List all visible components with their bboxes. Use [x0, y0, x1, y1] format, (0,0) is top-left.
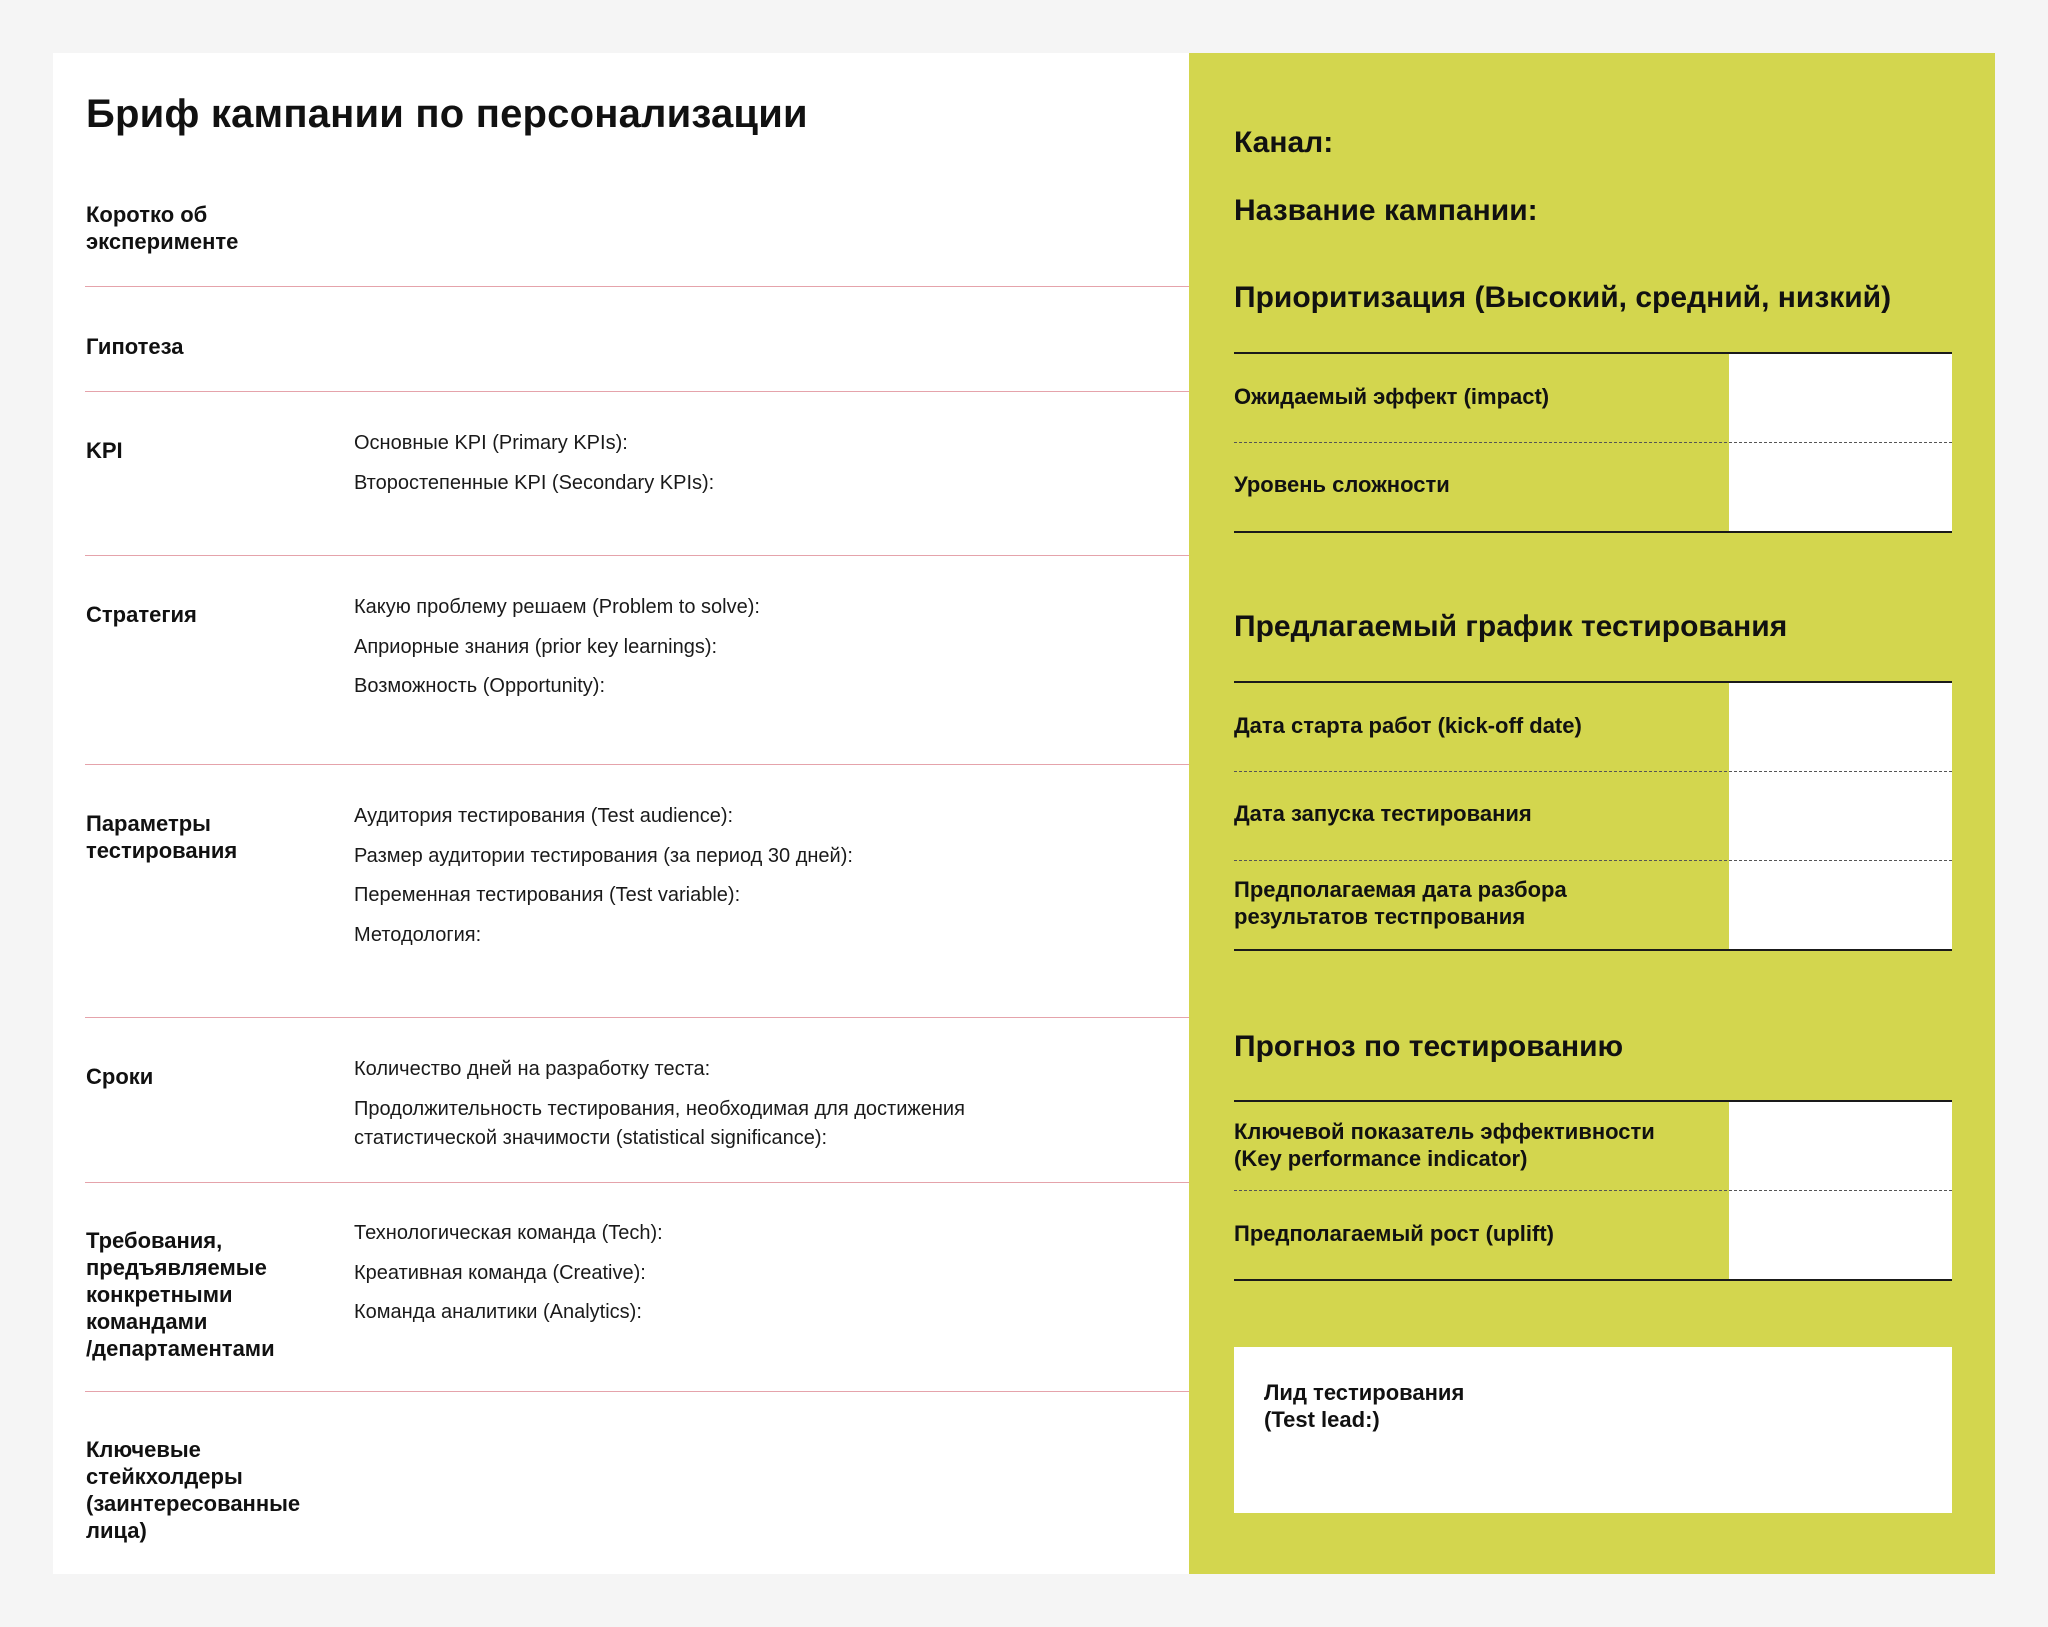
page-title: Бриф кампании по персонализации	[86, 92, 808, 136]
impact-label: Ожидаемый эффект (impact)	[1234, 384, 1550, 409]
field-test-variable[interactable]: Переменная тестирования (Test variable):	[354, 884, 741, 906]
row-divider	[85, 1391, 1189, 1392]
row-label-kpi: KPI	[86, 438, 123, 463]
complexity-label: Уровень сложности	[1234, 472, 1450, 497]
kpi-forecast-label: Ключевой показатель эффективности (Key performance indicator)	[1234, 1119, 1655, 1171]
row-divider	[85, 1017, 1189, 1018]
field-methodology[interactable]: Методология:	[354, 924, 482, 946]
field-primary-kpi[interactable]: Основные KPI (Primary KPIs):	[354, 432, 628, 454]
panel-rule	[1234, 949, 1952, 951]
field-prior-learnings[interactable]: Априорные знания (prior key learnings):	[354, 636, 718, 658]
test-lead-label: Лид тестирования (Test lead:)	[1264, 1380, 1465, 1432]
field-test-duration[interactable]: Продолжительность тестирования, необходимая для достижения статистической значимости (statistical significance):	[354, 1098, 965, 1149]
field-secondary-kpi[interactable]: Второстепенные KPI (Secondary KPIs):	[354, 472, 715, 494]
row-divider	[85, 1182, 1189, 1183]
panel-dashed-divider	[1234, 771, 1952, 772]
panel-dashed-divider	[1234, 442, 1952, 443]
panel-rule	[1234, 681, 1952, 683]
row-divider	[85, 764, 1189, 765]
schedule-input-box[interactable]	[1729, 682, 1952, 949]
field-test-audience[interactable]: Аудитория тестирования (Test audience):	[354, 805, 734, 827]
test-lead-box[interactable]	[1234, 1347, 1952, 1513]
priority-title: Приоритизация (Высокий, средний, низкий)	[1234, 281, 1892, 314]
row-label-summary: Коротко об эксперименте	[86, 202, 239, 254]
field-analytics-team[interactable]: Команда аналитики (Analytics):	[354, 1301, 642, 1323]
row-divider	[85, 391, 1189, 392]
field-creative-team[interactable]: Креативная команда (Creative):	[354, 1262, 646, 1284]
panel-rule	[1234, 531, 1952, 533]
launch-date-label: Дата запуска тестирования	[1234, 801, 1532, 826]
field-problem[interactable]: Какую проблему решаем (Problem to solve):	[354, 596, 760, 618]
field-opportunity[interactable]: Возможность (Opportunity):	[354, 675, 606, 697]
forecast-title: Прогноз по тестированию	[1234, 1030, 1624, 1063]
uplift-label: Предполагаемый рост (uplift)	[1234, 1221, 1554, 1246]
panel-rule	[1234, 1100, 1952, 1102]
row-label-test-params: Параметры тестирования	[86, 811, 238, 863]
field-tech-team[interactable]: Технологическая команда (Tech):	[354, 1222, 663, 1244]
panel-rule	[1234, 1279, 1952, 1281]
row-divider	[85, 555, 1189, 556]
row-divider	[85, 286, 1189, 287]
panel-dashed-divider	[1234, 1190, 1952, 1191]
row-label-timing: Сроки	[86, 1064, 154, 1089]
panel-dashed-divider	[1234, 860, 1952, 861]
panel-rule	[1234, 352, 1952, 354]
schedule-title: Предлагаемый график тестирования	[1234, 610, 1788, 643]
campaign-name-label: Название кампании:	[1234, 194, 1538, 227]
row-label-strategy: Стратегия	[86, 602, 197, 627]
channel-label: Канал:	[1234, 126, 1334, 159]
row-label-hypothesis: Гипотеза	[86, 334, 184, 359]
kickoff-date-label: Дата старта работ (kick-off date)	[1234, 713, 1582, 738]
field-dev-days[interactable]: Количество дней на разработку теста:	[354, 1058, 711, 1080]
row-label-stakeholders: Ключевые стейкхолдеры (заинтересованные лица)	[86, 1437, 301, 1543]
field-audience-size[interactable]: Размер аудитории тестирования (за период 30 дней):	[354, 845, 853, 867]
row-label-requirements: Требования, предъявляемые конкретными командами /департаментами	[86, 1228, 275, 1361]
review-date-label: Предполагаемая дата разбора результатов тестпрования	[1234, 877, 1567, 929]
